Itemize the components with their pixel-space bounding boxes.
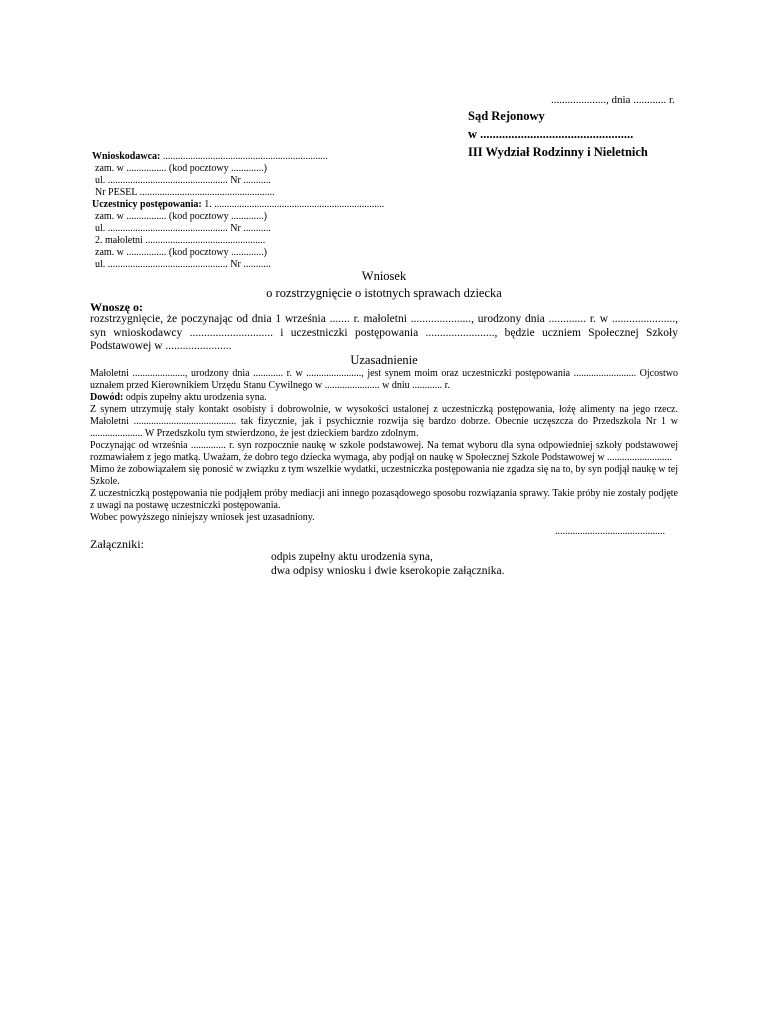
justification-paragraph: Z synem utrzymuję stały kontakt osobisty i dobrowolnie, w wysokości ustalonej z uczestniczką postępowania, łożę alimenty na jego rzecz. Małoletni ......................................... tak fizycznie, jak i psychicznie rozwija się bardzo dobrze. Obecnie uczęszcza do Przedszkola Nr 1 w ..................... W Przedszkolu tym stwierdzono, że jest dzieckiem bardzo zdolnym. [90,404,678,439]
court-division: III Wydział Rodzinny i Nieletnich [468,145,648,159]
court-name: Sąd Rejonowy [468,109,545,123]
applicant-line [92,151,384,163]
court-address [468,107,648,161]
request-heading: Wnoszę o: [90,300,143,314]
document-title: Wniosek [361,269,407,283]
attachments-list [271,550,504,578]
participant-1-address: zam. w ................ (kod pocztowy .............) [95,211,267,222]
document-subtitle: o rozstrzygnięcie o istotnych sprawach dziecka [266,286,502,300]
court-city: w ................................................. [468,127,634,141]
participant-2-street: ul. ................................................ Nr ........... [95,259,271,270]
applicant-name: .................................................................. [160,151,328,162]
justification-body [90,368,678,524]
participants-line [92,199,384,211]
participant-1-street: ul. ................................................ Nr ........... [95,223,271,234]
evidence-label: Dowód: [90,392,124,403]
justification-paragraph: Poczynając od września .............. r. syn rozpocznie naukę w szkole podstawowej. Na temat wyboru dla syna odpowiedniej szkoły podstawowej rozmawiałem z jego matką. Uważam, że dobro tego dziecka wymaga, aby podjął on naukę w Społecznej Szkole Podstawowej w .......................... [90,440,678,463]
attachment-item: dwa odpisy wniosku i dwie kserokopie załącznika. [271,565,505,577]
applicant-street: ul. ................................................ Nr ........... [95,175,271,186]
applicant-label: Wnioskodawca: [92,151,161,162]
justification-paragraph: Wobec powyższego niniejszy wniosek jest uzasadniony. [90,512,315,523]
justification-paragraph: Z uczestniczką postępowania nie podjąłem próby mediacji ani innego pozasądowego sposobu rozwiązania sprawy. Takie próby nie zostały podjęte z uwagi na postawę uczestniczki postępowania. [90,488,678,511]
attachments-heading: Załączniki: [90,537,144,551]
justification-paragraph: Małoletni ....................., urodzony dnia ............ r. w ......................, jest synem moim oraz uczestniczki postępowania ......................... Ojcostwo uznałem przed Kierownikiem Urzędu Stanu Cywilnego w ...................... w dniu ............ r. [90,368,678,391]
participant-2-name: 2. małoletni ................................................ [95,235,266,246]
justification-paragraph: Mimo że zobowiązałem się ponosić w związku z tym wszelkie wydatki, uczestniczka postępowania nie zgadza się na to, by syn podjął naukę w tej Szkole. [90,464,678,487]
participant-2-address: zam. w ................ (kod pocztowy .............) [95,247,267,258]
evidence-text: odpis zupełny aktu urodzenia syna. [123,392,267,403]
participant-1-name: 1. .................................................................... [201,199,385,210]
applicant-address: zam. w ................ (kod pocztowy .............) [95,163,267,174]
evidence-line [90,392,678,404]
signature-line: ............................................ [555,526,665,537]
applicant-pesel: Nr PESEL ...................................................... [95,187,275,198]
request-body: rozstrzygnięcie, że poczynając od dnia 1 września ....... r. małoletni ....................., urodzony dnia ............. r. w ......................, syn wnioskodawcy ............................. i uczestniczki postępowania ........................, będzie uczniem Społecznej Szkoły Podstawowej w ....................... [90,313,678,352]
parties-block [92,151,384,271]
participants-label: Uczestnicy postępowania: [92,199,202,210]
place-and-date: ...................., dnia ............ r. [551,94,675,106]
attachment-item: odpis zupełny aktu urodzenia syna, [271,551,433,563]
justification-title: Uzasadnienie [350,353,418,367]
